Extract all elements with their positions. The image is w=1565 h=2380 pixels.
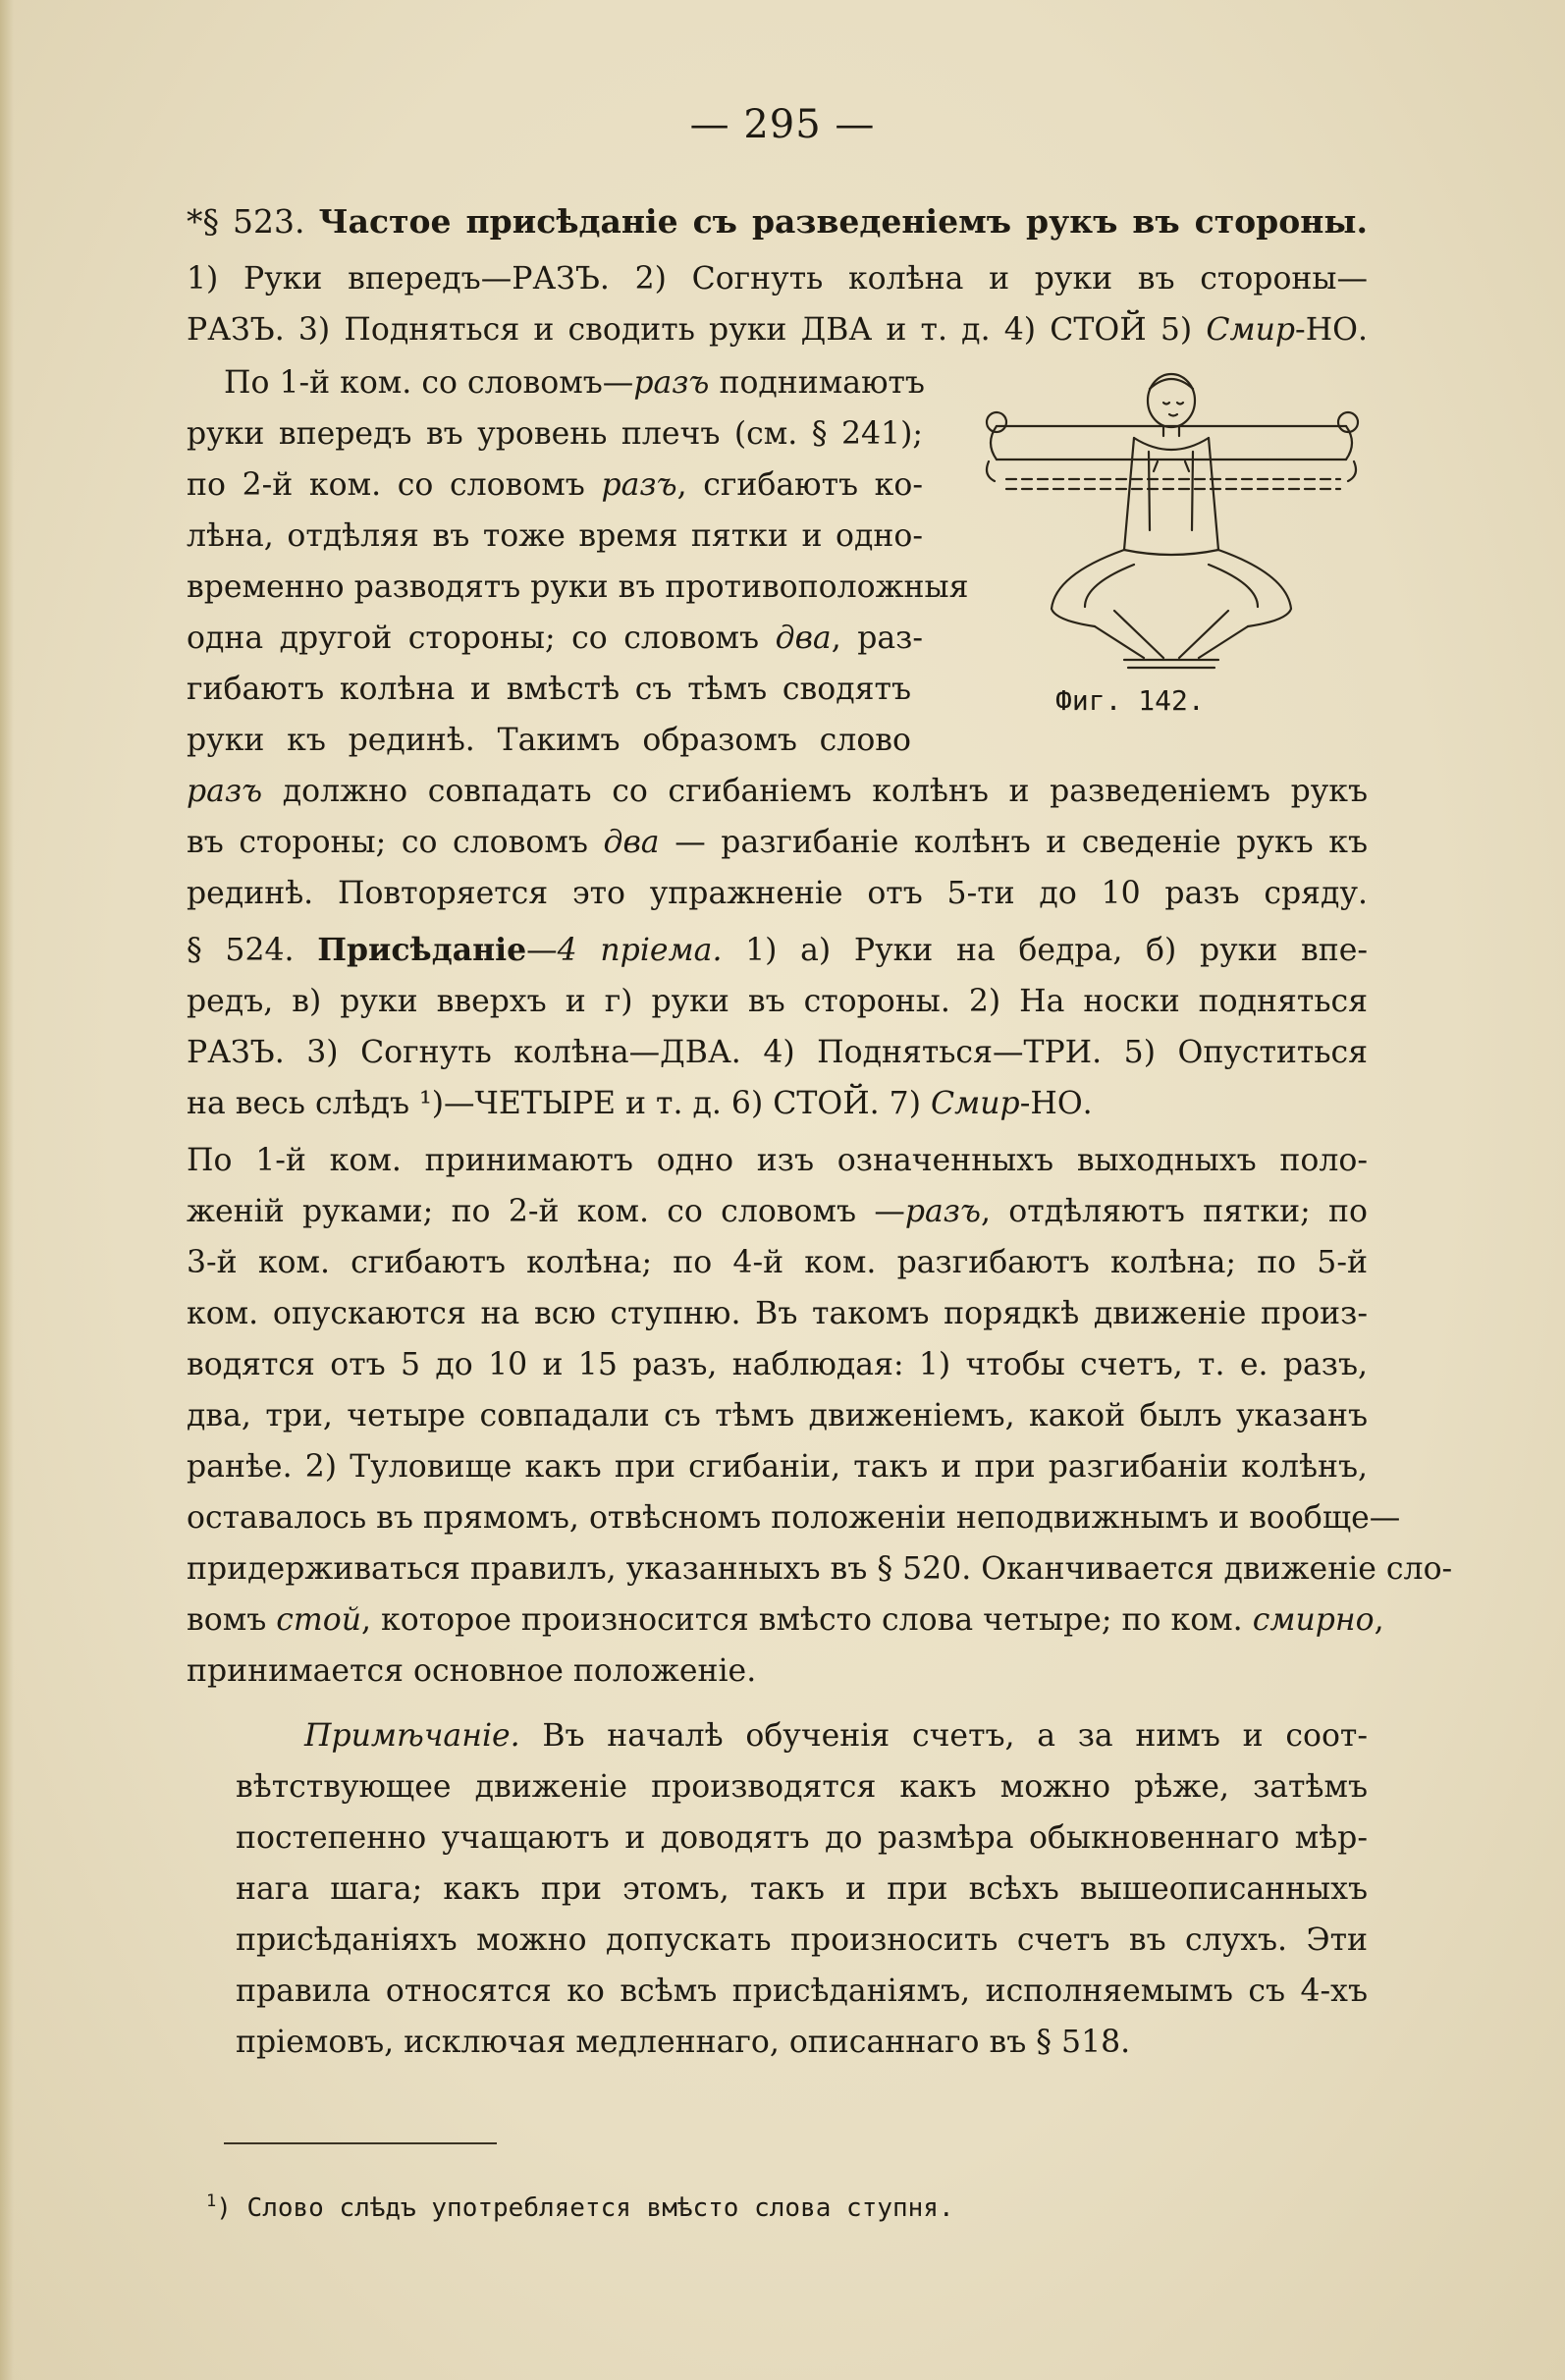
page-number: — 295 — [689, 102, 876, 147]
paragraph-line: разъ должно совпадать со сгибаніемъ колѣнъ и разведеніемъ рукъ [187, 774, 1368, 809]
note-line: присѣданіяхъ можно допускать произносить счетъ въ слухъ. Эти [236, 1922, 1368, 1958]
note-line: постепенно учащаютъ и доводятъ до размѣра обыкновеннаго мѣр- [236, 1820, 1368, 1856]
footnote-divider [224, 2142, 497, 2144]
paragraph-line: ранѣе. 2) Туловище какъ при сгибаніи, такъ и при разгибаніи колѣнъ, [187, 1449, 1368, 1485]
section-523-title: Частое присѣданіе съ разведеніемъ рукъ въ стороны. [318, 202, 1368, 241]
paragraph-line: гибаютъ колѣна и вмѣстѣ съ тѣмъ сводятъ [187, 672, 911, 707]
footnote-marker: 1 [206, 2191, 217, 2211]
section-523-command-line-1: 1) Руки впередъ—РАЗЪ. 2) Согнуть колѣна и руки въ стороны— [187, 261, 1368, 297]
squatting-figure-icon [977, 363, 1370, 687]
paragraph-line: по 2-й ком. со словомъ разъ, сгибаютъ ко- [187, 467, 923, 503]
section-523-number: *§ 523. [187, 202, 305, 241]
note-line: пріемовъ, исключая медленнаго, описаннаго въ § 518. [236, 2025, 1131, 2060]
section-523-heading [187, 196, 1368, 247]
paragraph-line: принимается основное положеніе. [187, 1653, 757, 1689]
note-line: нага шага; какъ при этомъ, такъ и при всѣхъ вышеописанныхъ [236, 1871, 1368, 1907]
section-524-heading-line: § 524. Присѣданіе—4 пріема. 1) а) Руки на бедра, б) руки впе- [187, 932, 1369, 968]
section-524-title: Присѣданіе [317, 932, 527, 968]
paragraph-line: По 1-й ком. со словомъ—разъ поднимаютъ [224, 365, 925, 401]
paragraph-line: ком. опускаются на всю ступню. Въ такомъ порядкѣ движеніе произ- [187, 1296, 1368, 1331]
paragraph-line: женій руками; по 2-й ком. со словомъ —разъ, отдѣляютъ пятки; по [187, 1194, 1368, 1229]
paragraph-line: руки къ рединѣ. Такимъ образомъ слово [187, 723, 911, 758]
page-edge-shadow [0, 0, 14, 2380]
section-524-number: § 524. [187, 933, 318, 968]
paragraph-line: придерживаться правилъ, указанныхъ въ § 520. Оканчивается движеніе сло- [187, 1551, 1453, 1587]
paragraph-line: лѣна, отдѣляя въ тоже время пятки и одно- [187, 518, 923, 554]
paragraph-line: По 1-й ком. принимаютъ одно изъ означенныхъ выходныхъ поло- [187, 1143, 1368, 1178]
footnote-text: ) Слово слѣдъ употребляется вмѣсто слова ступня. [216, 2193, 954, 2223]
note-line: правила относятся ко всѣмъ присѣданіямъ, исполняемымъ съ 4-хъ [236, 1974, 1368, 2009]
paragraph-line: руки впередъ въ уровень плечъ (см. § 241); [187, 416, 923, 452]
section-524-command-line: редъ, в) руки вверхъ и г) руки въ стороны. 2) На носки подняться [187, 984, 1368, 1019]
note-line: вѣтствующее движеніе производятся какъ можно рѣже, затѣмъ [236, 1769, 1368, 1805]
section-524-command-line: на весь слѣдъ ¹)—ЧЕТЫРЕ и т. д. 6) СТОЙ. 7) Смир-НО. [187, 1086, 1093, 1121]
paragraph-line: временно разводятъ руки въ противоположныя [187, 569, 969, 605]
paragraph-line: водятся отъ 5 до 10 и 15 разъ, наблюдая: 1) чтобы счетъ, т. е. разъ, [187, 1347, 1368, 1382]
figure-caption: Фиг. 142. [1055, 684, 1205, 717]
paragraph-line: вомъ стой, которое произносится вмѣсто слова четыре; по ком. смирно, [187, 1602, 1384, 1638]
paragraph-line: 3-й ком. сгибаютъ колѣна; по 4-й ком. разгибаютъ колѣна; по 5-й [187, 1245, 1368, 1280]
paragraph-line: одна другой стороны; со словомъ два, раз- [187, 621, 924, 656]
note-line: Примѣчаніе. Въ началѣ обученія счетъ, а за нимъ и соот- [304, 1718, 1368, 1754]
paragraph-line: въ стороны; со словомъ два — разгибаніе колѣнъ и сведеніе рукъ къ [187, 825, 1368, 860]
section-523-command-line-2: РАЗЪ. 3) Подняться и сводить руки ДВА и т. д. 4) СТОЙ 5) Смир-НО. [187, 312, 1368, 348]
section-524-command-line: РАЗЪ. 3) Согнуть колѣна—ДВА. 4) Подняться—ТРИ. 5) Опуститься [187, 1035, 1368, 1070]
paragraph-line: рединѣ. Повторяется это упражненіе отъ 5-ти до 10 разъ сряду. [187, 876, 1368, 911]
note-label: Примѣчаніе. [304, 1718, 520, 1754]
footnote [206, 2182, 954, 2228]
paragraph-line: два, три, четыре совпадали съ тѣмъ движеніемъ, какой былъ указанъ [187, 1398, 1368, 1433]
paragraph-line: оставалось въ прямомъ, отвѣсномъ положеніи неподвижнымъ и вообще— [187, 1500, 1401, 1536]
figure-142 [977, 363, 1370, 687]
